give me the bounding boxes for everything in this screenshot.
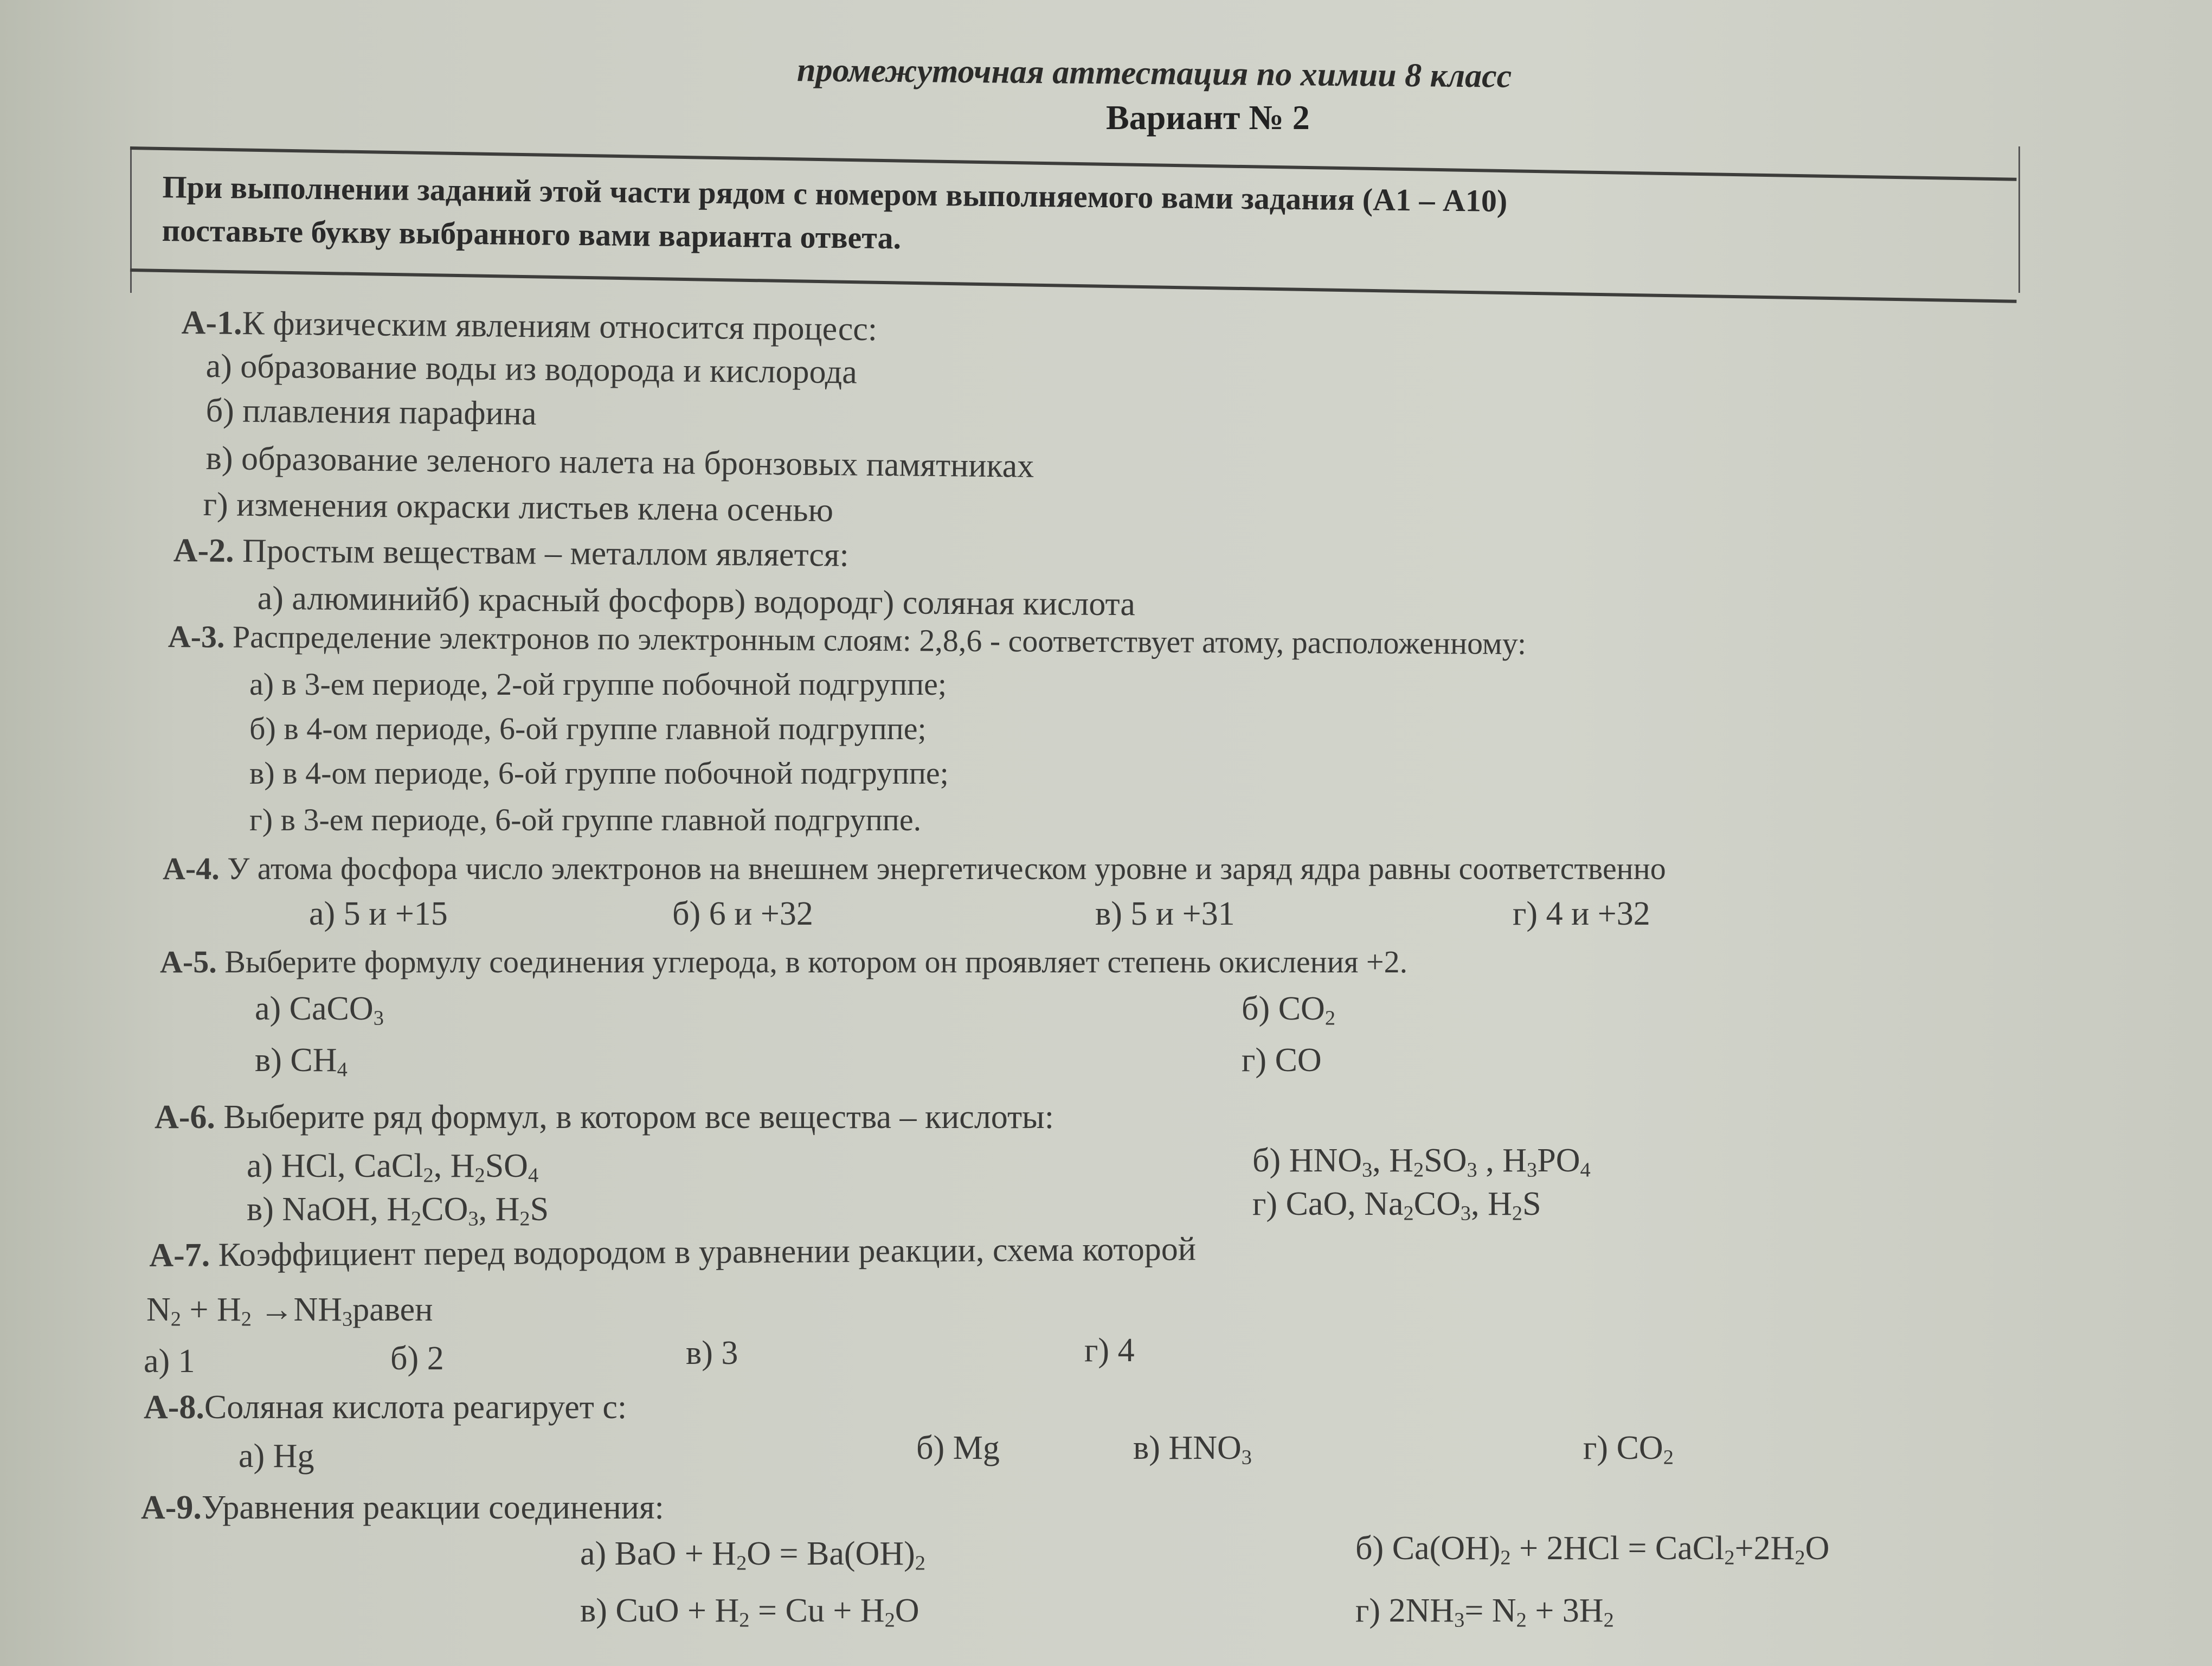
option-a8-c: в) $HNO_3$ [1133,1430,1252,1469]
question-a1 [181,304,877,349]
question-a4 [163,850,1666,887]
option-a7-b: б) 2 [390,1340,444,1377]
question-number: А-5. [160,944,217,979]
option-a2: а) алюминийб) красный фосфорв) водородг) соляная кислота [257,580,1136,623]
option-a4-b: б) 6 и +32 [672,895,813,932]
option-a5-c: в) $CH_4$ [255,1042,348,1081]
question-text: Уравнения реакции соединения: [201,1489,664,1526]
question-text: К физическим явлениям относится процесс: [242,305,878,348]
reaction-scheme: $N_2 + H_2$ $\to NH_3равен$ [146,1291,433,1331]
question-number: А-2. [173,532,234,569]
option-a9-a: а) BaO + $H_2O = Ba(OH)_2$ [580,1535,925,1575]
question-number: А-9. [141,1489,202,1526]
option-a7-c: в) 3 [686,1335,738,1372]
question-text: Выберите ряд формул, в котором все вещества – кислоты: [223,1099,1054,1136]
option-a8-d: г) $CO_2$ [1583,1430,1674,1469]
question-number: А-3. [168,619,225,655]
option-a9-c: в) CuO + $H_2 = Cu + H_2O$ [580,1592,919,1632]
option-a9-b: б) $Ca(OH)_2 + 2HCl$ = $CaCl_2+2H_2O$ [1355,1530,1830,1569]
option-a1-b: б) плавления парафина [205,392,537,432]
question-text: Выберите формулу соединения углерода, в котором он проявляет степень окисления +2. [224,944,1408,979]
option-a5-a: а) CaCO$_3$ [255,990,384,1030]
question-text: Простым веществам – металлом является: [242,532,849,574]
question-text: Распределение электронов по электронным слоям: 2,8,6 - соответствует атому, расположенному: [232,619,1527,662]
question-a9 [141,1489,664,1527]
variant-title: Вариант № 2 [1106,98,1310,137]
instructions-line-2: поставьте букву выбранного вами варианта ответа. [162,212,902,256]
option-a6-a: а) HCl, CaCl$_2$, $H_2SO_4$ [247,1148,539,1187]
option-a4-c: в) 5 и +31 [1095,895,1235,932]
question-number: А-6. [155,1099,215,1136]
option-a6-c: в) NaOH, $H_2CO_3$, $H_2S$ [247,1191,549,1231]
option-a8-a: а) Hg [239,1438,314,1475]
question-number: А-1. [181,304,242,342]
question-a7 [149,1230,1196,1275]
question-a6 [155,1098,1054,1137]
option-a7-d: г) 4 [1084,1332,1135,1369]
option-a7-a: а) 1 [144,1343,195,1380]
question-text: У атома фосфора число электронов на внешнем энергетическом уровне и заряд ядра равны соответственно [227,851,1666,886]
question-text: Коэффициент перед водородом в уравнении реакции, схема которой [218,1231,1197,1274]
question-a5 [160,944,1407,980]
question-number: А-4. [163,851,220,886]
instructions-line-1: При выполнении заданий этой части рядом с номером выполняемого вами задания (А1 – А10) [162,169,1508,219]
question-a2 [173,531,849,575]
option-a1-a: а) образование воды из водорода и кислорода [205,347,858,391]
question-number: А-7. [149,1236,210,1274]
option-a9-d: г) $2NH_3= N_2 + 3H_2$ [1355,1592,1614,1632]
question-a8 [144,1388,627,1427]
option-a5-b: б) $CO_2$ [1242,990,1336,1030]
option-a3-d: г) в 3-ем периоде, 6-ой группе главной подгруппе. [249,802,922,837]
option-a4-d: г) 4 и +32 [1513,895,1650,932]
question-number: А-8. [144,1389,204,1426]
question-text: Соляная кислота реагирует с: [204,1389,627,1426]
option-a6-b: б) $HNO_3$, $H_2SO_3$ , $H_3PO_4$ [1252,1142,1591,1182]
option-a6-d: г) CaO, $Na_2CO_3$, $H_2S$ [1252,1186,1541,1225]
instructions-text [162,165,1507,266]
option-a3-b: б) в 4-ом периоде, 6-ой группе главной подгруппе; [249,711,927,746]
question-a3 [168,618,1527,662]
option-a8-b: б) Mg [916,1430,1000,1466]
option-a1-c: в) образование зеленого налета на бронзовых памятниках [205,439,1034,485]
option-a3-c: в) в 4-ом периоде, 6-ой группе побочной подгруппе; [249,755,949,791]
option-a4-a: а) 5 и +15 [309,895,448,932]
option-a3-a: а) в 3-ем периоде, 2-ой группе побочной подгруппе; [249,667,947,702]
option-a5-d: г) CO [1242,1042,1322,1079]
option-a1-d: г) изменения окраски листьев клена осенью [203,485,834,529]
exam-subtitle: промежуточная аттестация по химии 8 класс [796,52,1512,95]
